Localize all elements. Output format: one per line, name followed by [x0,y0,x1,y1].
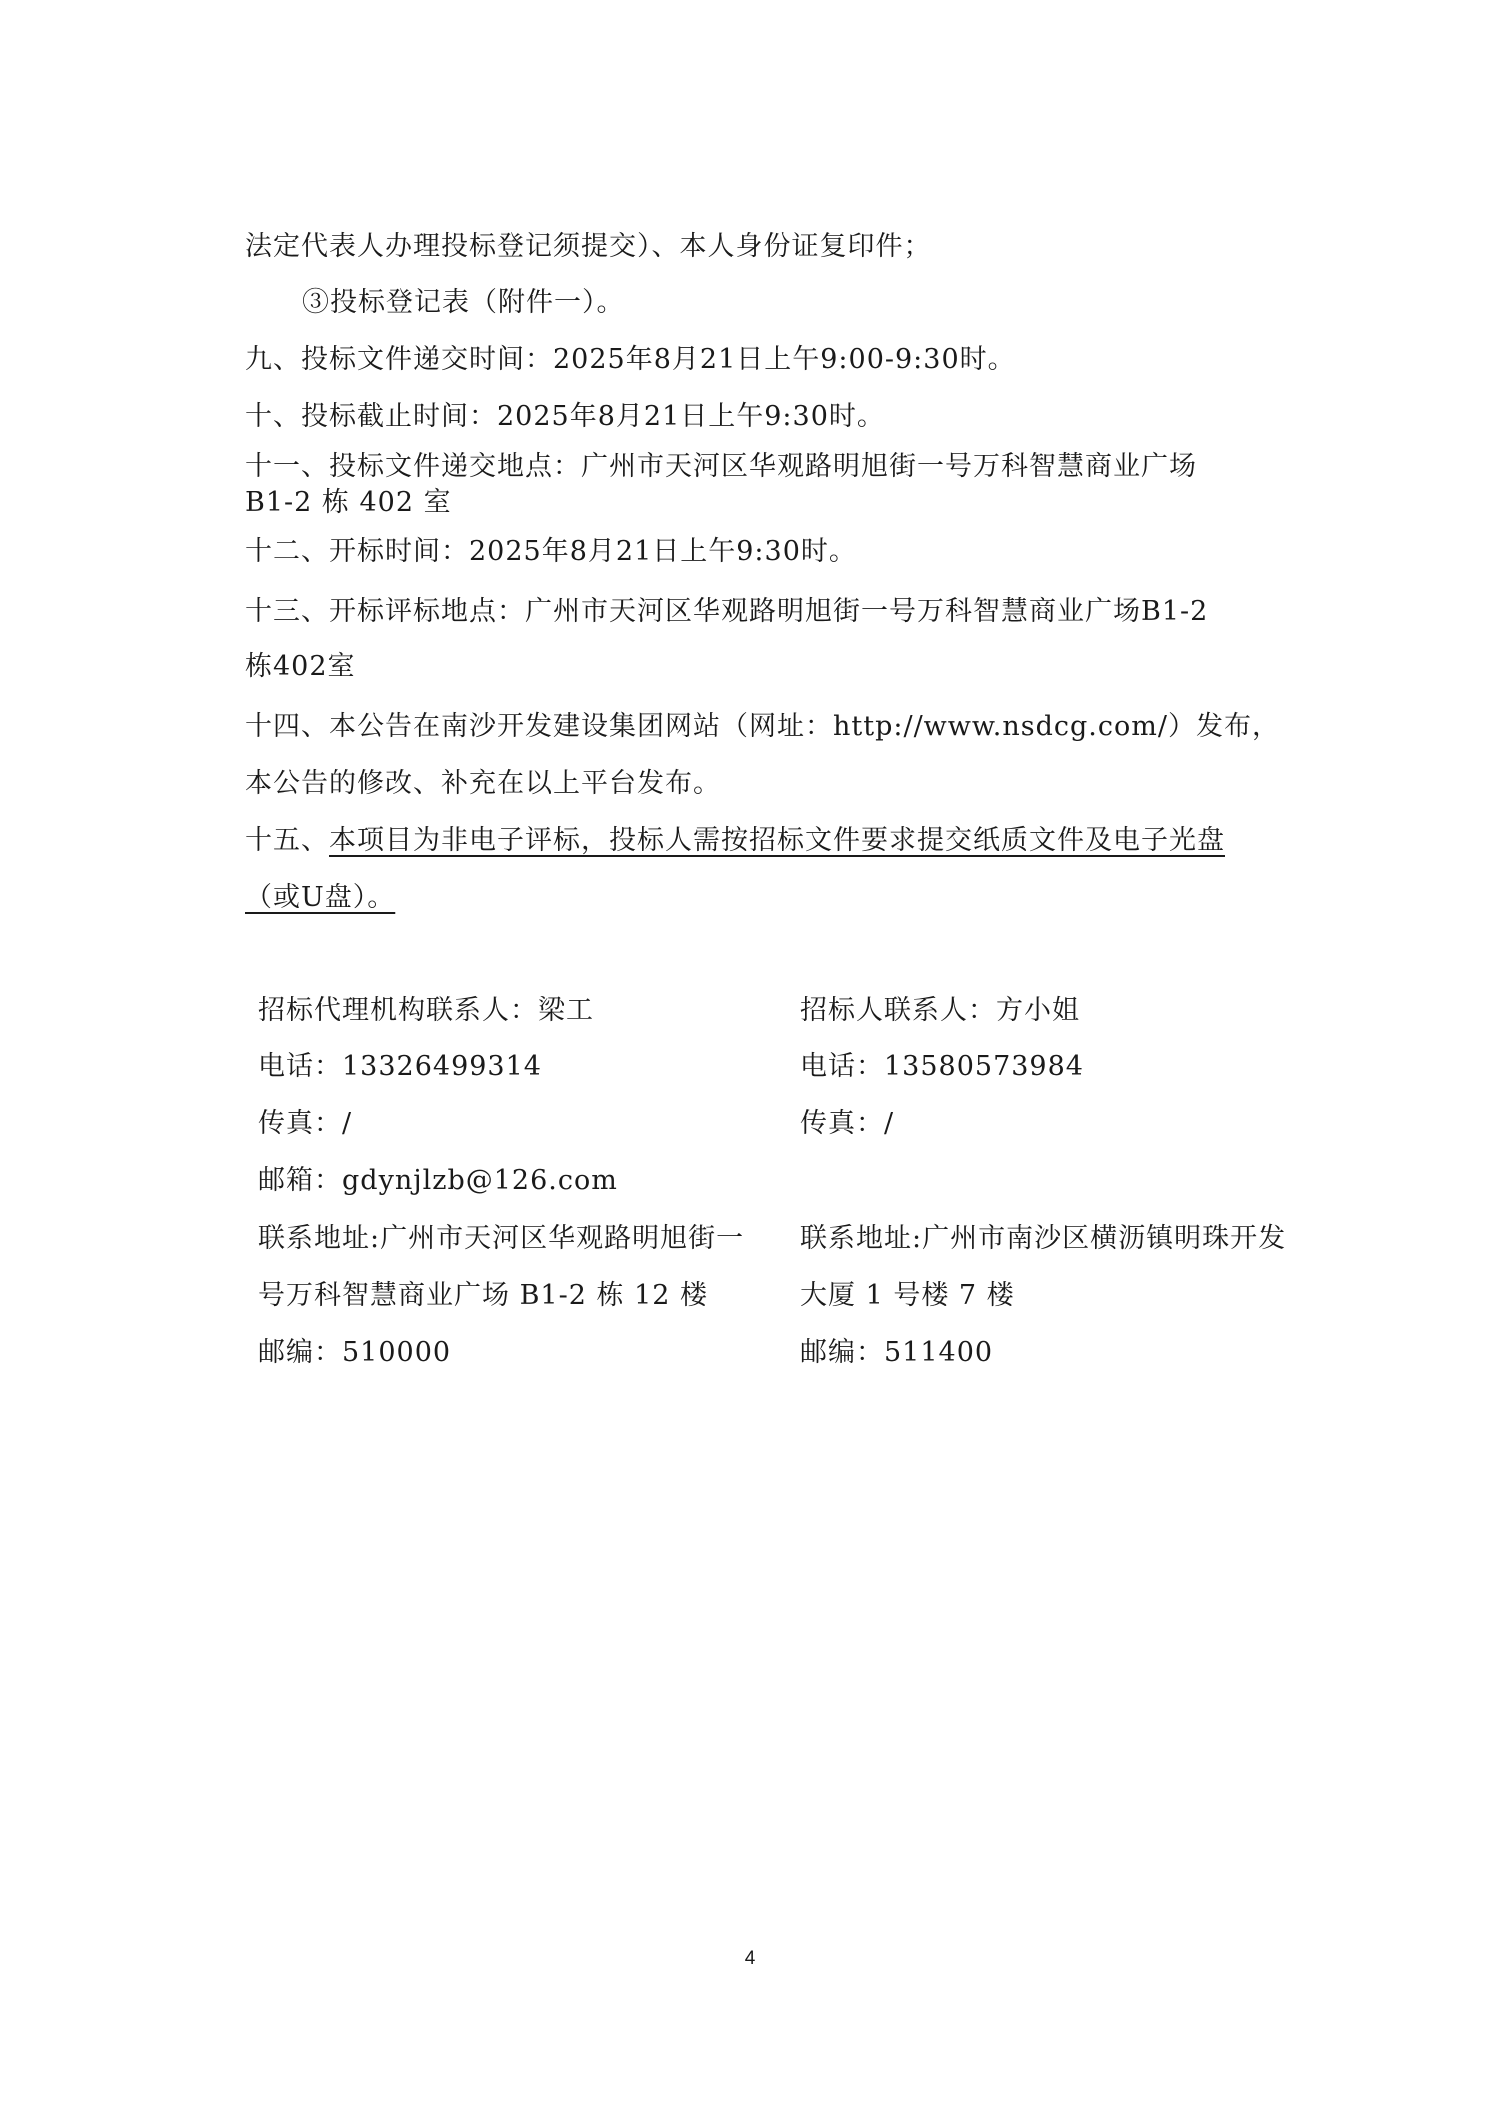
body-line-publication-note: 本公告的修改、补充在以上平台发布。 [245,768,721,799]
agent-fax: 传真：/ [258,1108,353,1139]
body-line-opening-room: 栋402室 [245,651,356,682]
agent-phone: 电话：13326499314 [258,1051,542,1082]
agent-address-line1: 联系地址:广州市天河区华观路明旭街一 [258,1223,745,1254]
usb-note-underlined: （或U盘）。 [245,882,396,913]
tenderer-address-line1: 联系地址:广州市南沙区横沥镇明珠开发 [800,1223,1287,1254]
tenderer-fax: 传真：/ [800,1108,895,1139]
body-line-representative-docs: 法定代表人办理投标登记须提交）、本人身份证复印件； [245,231,932,262]
body-line-publication: 十四、本公告在南沙开发建设集团网站（网址：http://www.nsdcg.com/）发布， [245,711,1280,742]
tenderer-phone: 电话：13580573984 [800,1051,1084,1082]
tenderer-postcode: 邮编：511400 [800,1337,994,1368]
agent-email: 邮箱：gdynjlzb@126.com [258,1165,618,1196]
body-line-deadline: 十、投标截止时间：2025年8月21日上午9:30时。 [245,401,885,432]
tenderer-contact-person: 招标人联系人：方小姐 [800,995,1080,1026]
body-line-submission-place: 十一、投标文件递交地点：广州市天河区华观路明旭街一号万科智慧商业广场 [245,451,1197,482]
body-line-submission-time: 九、投标文件递交时间：2025年8月21日上午9:00-9:30时。 [245,344,1016,375]
agent-address-line2: 号万科智慧商业广场 B1-2 栋 12 楼 [258,1280,709,1311]
agent-postcode: 邮编：510000 [258,1337,452,1368]
item-fifteen-underlined: 本项目为非电子评标，投标人需按招标文件要求提交纸质文件及电子光盘 [329,825,1225,856]
page-number: 4 [744,1948,756,1969]
body-line-opening-place: 十三、开标评标地点：广州市天河区华观路明旭街一号万科智慧商业广场B1-2 [245,596,1209,627]
tenderer-address-line2: 大厦 1 号楼 7 楼 [800,1280,1015,1311]
agent-contact-person: 招标代理机构联系人：梁工 [258,995,594,1026]
body-line-item-fifteen [245,824,1225,858]
body-line-opening-time: 十二、开标时间：2025年8月21日上午9:30时。 [245,536,857,567]
body-line-submission-room: B1-2 栋 402 室 [245,487,452,518]
body-line-registration-form: ③投标登记表（附件一）。 [302,287,625,318]
body-line-usb-note [245,881,395,915]
item-fifteen-prefix: 十五、 [245,825,329,856]
